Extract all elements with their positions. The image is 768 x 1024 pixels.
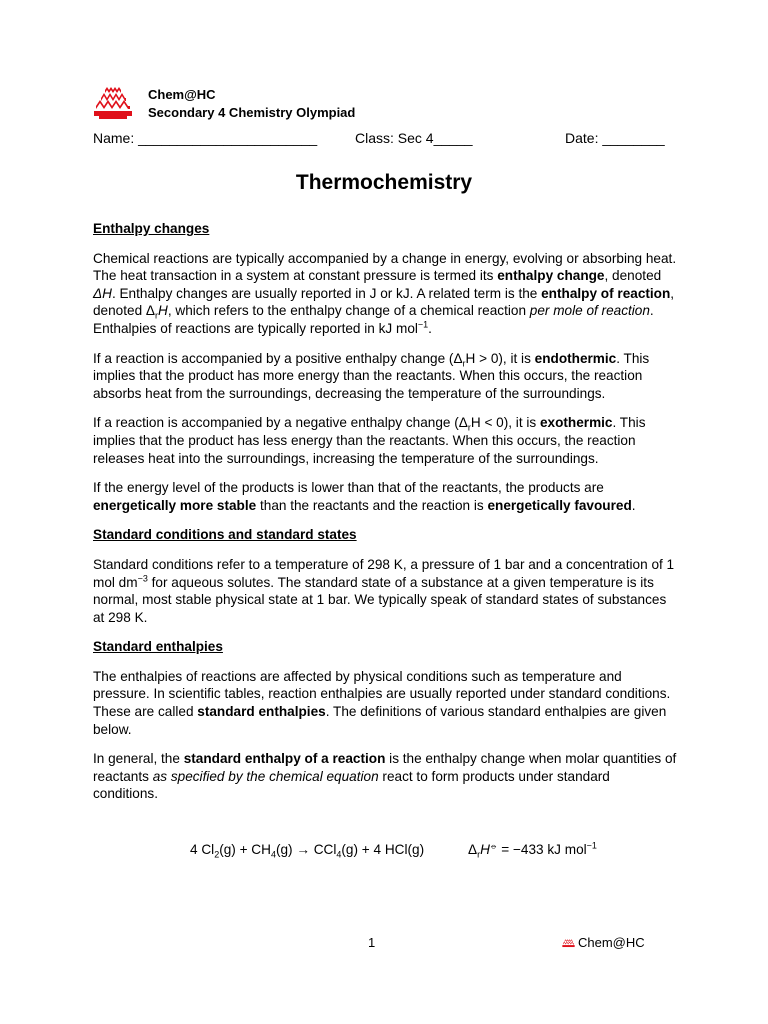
header-org: Chem@HC (148, 87, 216, 102)
paragraph: If a reaction is accompanied by a positive enthalpy change $(\Delta_rH > 0)$, it is endothermic. This implies that the product has more energy than the reactants. When this occurs, the reaction absorbs heat from the surroundings, decreasing the temperature of the surroundings. (93, 350, 650, 401)
paragraph: Standard conditions refer to a temperature of 298 K, a pressure of 1 bar and a concentration of 1 mol $dm^{-3}$ for aqueous solutes. The standard state of a substance at a given temperature is its normal, most stable physical state at 1 bar. We typically speak of standard states of substances at 298 K. (93, 556, 675, 625)
document-body (93, 220, 677, 815)
chem-hc-logo-icon (93, 86, 133, 120)
section-heading-standard-enthalpies: Standard enthalpies (93, 639, 223, 655)
paragraph: The enthalpies of reactions are affected by physical conditions such as temperature and pressure. In scientific tables, reaction enthalpies are usually reported under standard conditions. These are called standard enthalpies. The definitions of various standard enthalpies are given below. (93, 668, 671, 737)
chem-hc-logo-icon (562, 937, 575, 948)
paragraph: If the energy level of the products is lower than that of the reactants, the products are energetically more stable than the reactants and the reaction is energetically favoured. (93, 480, 636, 513)
section-heading-standard-conditions: Standard conditions and standard states (93, 527, 357, 543)
page-title: Thermochemistry (295, 171, 473, 194)
footer-brand (562, 935, 645, 950)
name-field[interactable]: Name: _______________________ (93, 130, 318, 146)
paragraph: Chemical reactions are typically accompanied by a change in energy, evolving or absorbing heat. The heat transaction in a system at constant pressure is termed its enthalpy change, denoted ΔH. Enthalpy changes are usually reported in J or kJ. A related term is the enthalpy of reaction, denoted $\Delta_rH$, which refers to the enthalpy change of a chemical reaction per mole of reaction. Enthalpies of reactions are typically reported in kJ mol$^{-1}$. (93, 250, 677, 336)
class-field[interactable]: Class: Sec 4_____ (355, 130, 473, 146)
header-subtitle: Secondary 4 Chemistry Olympiad (148, 105, 356, 120)
reaction-equation: 4 $Cl_2(g) + CH_4(g) \to CCl_4(g) + 4$ HCl(g) (190, 842, 425, 860)
paragraph: If a reaction is accompanied by a negative enthalpy change $(\Delta_rH < 0)$, it is exothermic. This implies that the product has less energy than the reactants. When this occurs, the reaction releases heat into the surroundings, increasing the temperature of the surroundings. (93, 415, 646, 466)
date-field[interactable]: Date: ________ (565, 130, 665, 146)
footer-org: Chem@HC (578, 935, 645, 950)
paragraph: In general, the standard enthalpy of a reaction is the enthalpy change when molar quantities of reactants as specified by the chemical equation react to form products under standard conditions. (93, 751, 677, 802)
reaction-enthalpy-value: $\Delta_rH^⦵ = -433$ kJ mol$^{-1}$ (468, 840, 597, 860)
page-number: 1 (368, 935, 376, 950)
section-heading-enthalpy-changes: Enthalpy changes (93, 221, 210, 236)
